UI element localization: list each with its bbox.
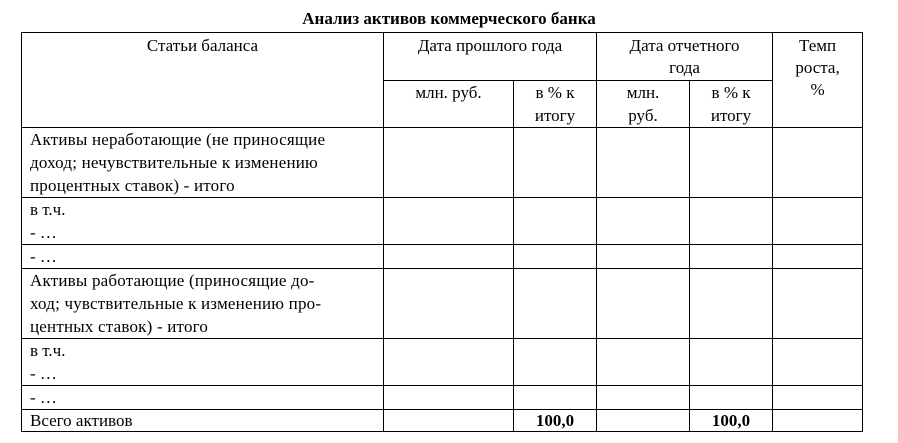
cell-empty bbox=[597, 410, 690, 432]
cell-empty bbox=[597, 198, 690, 245]
cell-empty bbox=[690, 386, 773, 410]
header-report-year-line2: года bbox=[669, 58, 700, 77]
cell-empty bbox=[690, 128, 773, 198]
header-prev-year bbox=[384, 33, 597, 81]
table-row-total bbox=[22, 410, 863, 432]
header-prev-mln bbox=[384, 81, 514, 128]
cell-empty bbox=[597, 128, 690, 198]
header-prev-pct-line2: итогу bbox=[534, 106, 576, 125]
total-prev-pct-value: 100,0 bbox=[535, 411, 575, 430]
including-2-line1: в т.ч. bbox=[30, 341, 66, 360]
row-label-dash-1 bbox=[22, 245, 384, 269]
cell-empty bbox=[384, 198, 514, 245]
row-label-total bbox=[22, 410, 384, 432]
cell-empty bbox=[384, 339, 514, 386]
working-line2: ход; чувствительные к изменению про- bbox=[30, 294, 322, 313]
header-report-year bbox=[597, 33, 773, 81]
cell-empty bbox=[773, 386, 863, 410]
cell-empty bbox=[773, 198, 863, 245]
header-growth-line3: % bbox=[810, 80, 825, 99]
cell-empty bbox=[690, 339, 773, 386]
cell-empty bbox=[384, 386, 514, 410]
header-rep-mln-line1: млн. bbox=[626, 83, 660, 102]
nonworking-line3: процентных ставок) - итого bbox=[30, 176, 235, 195]
including-1-line1: в т.ч. bbox=[30, 200, 66, 219]
cell-empty bbox=[384, 269, 514, 339]
cell-empty bbox=[597, 245, 690, 269]
cell-empty bbox=[514, 269, 597, 339]
table-row-including-1 bbox=[22, 198, 863, 245]
header-prev-pct-line1: в % к bbox=[535, 83, 575, 102]
table-row-including-2 bbox=[22, 339, 863, 386]
table-row-working-assets bbox=[22, 269, 863, 339]
table-row-nonworking-assets bbox=[22, 128, 863, 198]
total-prev-pct bbox=[514, 410, 597, 432]
row-label-working bbox=[22, 269, 384, 339]
header-growth-rate bbox=[773, 33, 863, 128]
cell-empty bbox=[384, 128, 514, 198]
header-rep-mln-line2: руб. bbox=[628, 106, 658, 125]
document-title: Анализ активов коммерческого банка bbox=[302, 9, 596, 28]
including-2-line2: - … bbox=[30, 364, 57, 383]
header-growth-line2: роста, bbox=[795, 58, 840, 77]
total-rep-pct-value: 100,0 bbox=[711, 411, 751, 430]
cell-empty bbox=[690, 245, 773, 269]
cell-empty bbox=[773, 269, 863, 339]
row-label-including-2 bbox=[22, 339, 384, 386]
cell-empty bbox=[690, 269, 773, 339]
including-1-line2: - … bbox=[30, 223, 57, 242]
header-growth-line1: Темп bbox=[798, 36, 837, 55]
header-rep-pct bbox=[690, 81, 773, 128]
cell-empty bbox=[773, 128, 863, 198]
cell-empty bbox=[773, 410, 863, 432]
header-prev-year-text: Дата прошлого года bbox=[417, 36, 563, 55]
working-line1: Активы работающие (приносящие до- bbox=[30, 271, 315, 290]
cell-empty bbox=[773, 245, 863, 269]
header-balance-items bbox=[22, 33, 384, 128]
header-rep-pct-line2: итогу bbox=[710, 106, 752, 125]
cell-empty bbox=[597, 269, 690, 339]
cell-empty bbox=[597, 339, 690, 386]
total-rep-pct bbox=[690, 410, 773, 432]
cell-empty bbox=[514, 198, 597, 245]
header-prev-mln-text: млн. руб. bbox=[415, 83, 482, 102]
table-row-dash-2 bbox=[22, 386, 863, 410]
cell-empty bbox=[384, 410, 514, 432]
cell-empty bbox=[514, 245, 597, 269]
header-balance-items-text: Статьи баланса bbox=[146, 36, 259, 55]
nonworking-line2: доход; нечувствительные к изменению bbox=[30, 153, 318, 172]
header-report-year-line1: Дата отчетного bbox=[629, 36, 740, 55]
nonworking-line1: Активы неработающие (не приносящие bbox=[30, 130, 326, 149]
cell-empty bbox=[514, 386, 597, 410]
cell-empty bbox=[690, 198, 773, 245]
cell-empty bbox=[384, 245, 514, 269]
cell-empty bbox=[514, 339, 597, 386]
cell-empty bbox=[514, 128, 597, 198]
cell-empty bbox=[773, 339, 863, 386]
working-line3: центных ставок) - итого bbox=[30, 317, 209, 336]
header-rep-pct-line1: в % к bbox=[711, 83, 751, 102]
row-label-dash-2 bbox=[22, 386, 384, 410]
cell-empty bbox=[597, 386, 690, 410]
row-label-nonworking bbox=[22, 128, 384, 198]
table-row-dash-1 bbox=[22, 245, 863, 269]
header-prev-pct bbox=[514, 81, 597, 128]
dash-2-text: - … bbox=[30, 388, 57, 407]
total-label-text: Всего активов bbox=[30, 411, 133, 430]
assets-analysis-table bbox=[21, 32, 863, 432]
header-row-1 bbox=[22, 33, 863, 81]
row-label-including-1 bbox=[22, 198, 384, 245]
header-rep-mln bbox=[597, 81, 690, 128]
dash-1-text: - … bbox=[30, 247, 57, 266]
